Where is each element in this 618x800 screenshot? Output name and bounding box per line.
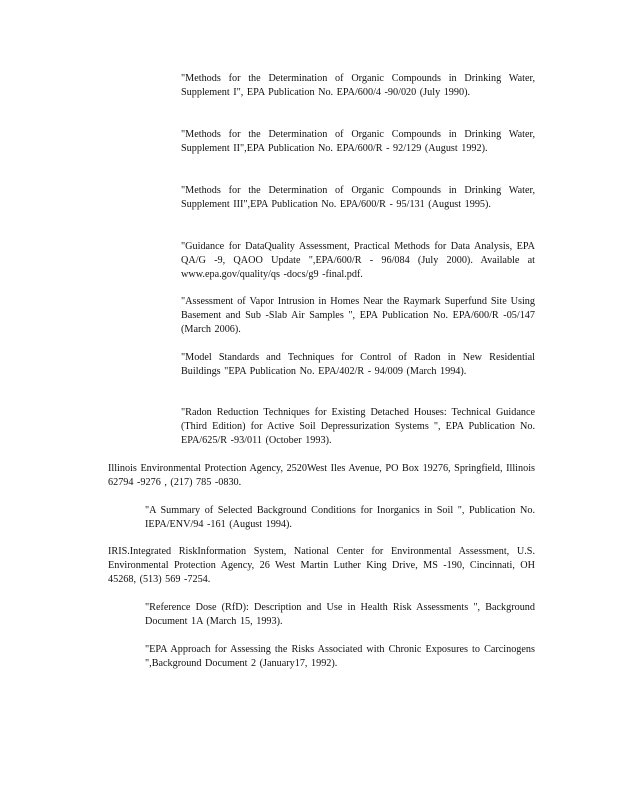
reference-entry: "Radon Reduction Techniques for Existing Detached Houses: Technical Guidance (Third Edition) for Active Soil Depressurization Systems ", EPA Publication No. EPA/625/R -93/011 (October 1993). xyxy=(181,407,535,446)
organization-entry: Illinois Environmental Protection Agency, 2520West Iles Avenue, PO Box 19276, Springfield, Illinois 62794 -9276 , (217) 785 -0830. xyxy=(108,463,535,488)
organization-entry: IRIS.Integrated RiskInformation System, National Center for Environmental Assessment, U.S. Environmental Protection Agency, 26 West Martin Luther King Drive, MS -190, Cincinnati, OH 45268, (513) 569 -7254. xyxy=(108,546,535,585)
reference-entry: "A Summary of Selected Background Conditions for Inorganics in Soil ", Publication No. IEPA/ENV/94 -161 (August 1994). xyxy=(145,505,535,530)
reference-entry: "Methods for the Determination of Organic Compounds in Drinking Water, Supplement I", EPA Publication No. EPA/600/4 -90/020 (July 1990). xyxy=(181,73,535,98)
reference-entry: "Assessment of Vapor Intrusion in Homes Near the Raymark Superfund Site Using Basement and Sub -Slab Air Samples ", EPA Publication No. EPA/600/R -05/147 (March 2006). xyxy=(181,296,535,335)
reference-entry: "EPA Approach for Assessing the Risks Associated with Chronic Exposures to Carcinogens ",Background Document 2 (January17, 1992). xyxy=(145,644,535,669)
reference-entry: "Reference Dose (RfD): Description and Use in Health Risk Assessments ", Background Document 1A (March 15, 1993). xyxy=(145,602,535,627)
reference-entry: "Guidance for DataQuality Assessment, Practical Methods for Data Analysis, EPA QA/G -9, QAOO Update ",EPA/600/R - 96/084 (July 2000). Available at www.epa.gov/quality/qs -docs/g9 -final.pdf. xyxy=(181,241,535,280)
reference-entry: "Methods for the Determination of Organic Compounds in Drinking Water, Supplement III",EPA Publication No. EPA/600/R - 95/131 (August 1995). xyxy=(181,185,535,210)
reference-entry: "Model Standards and Techniques for Control of Radon in New Residential Buildings "EPA Publication No. EPA/402/R - 94/009 (March 1994). xyxy=(181,352,535,377)
reference-entry: "Methods for the Determination of Organic Compounds in Drinking Water, Supplement II",EPA Publication No. EPA/600/R - 92/129 (August 1992). xyxy=(181,129,535,154)
